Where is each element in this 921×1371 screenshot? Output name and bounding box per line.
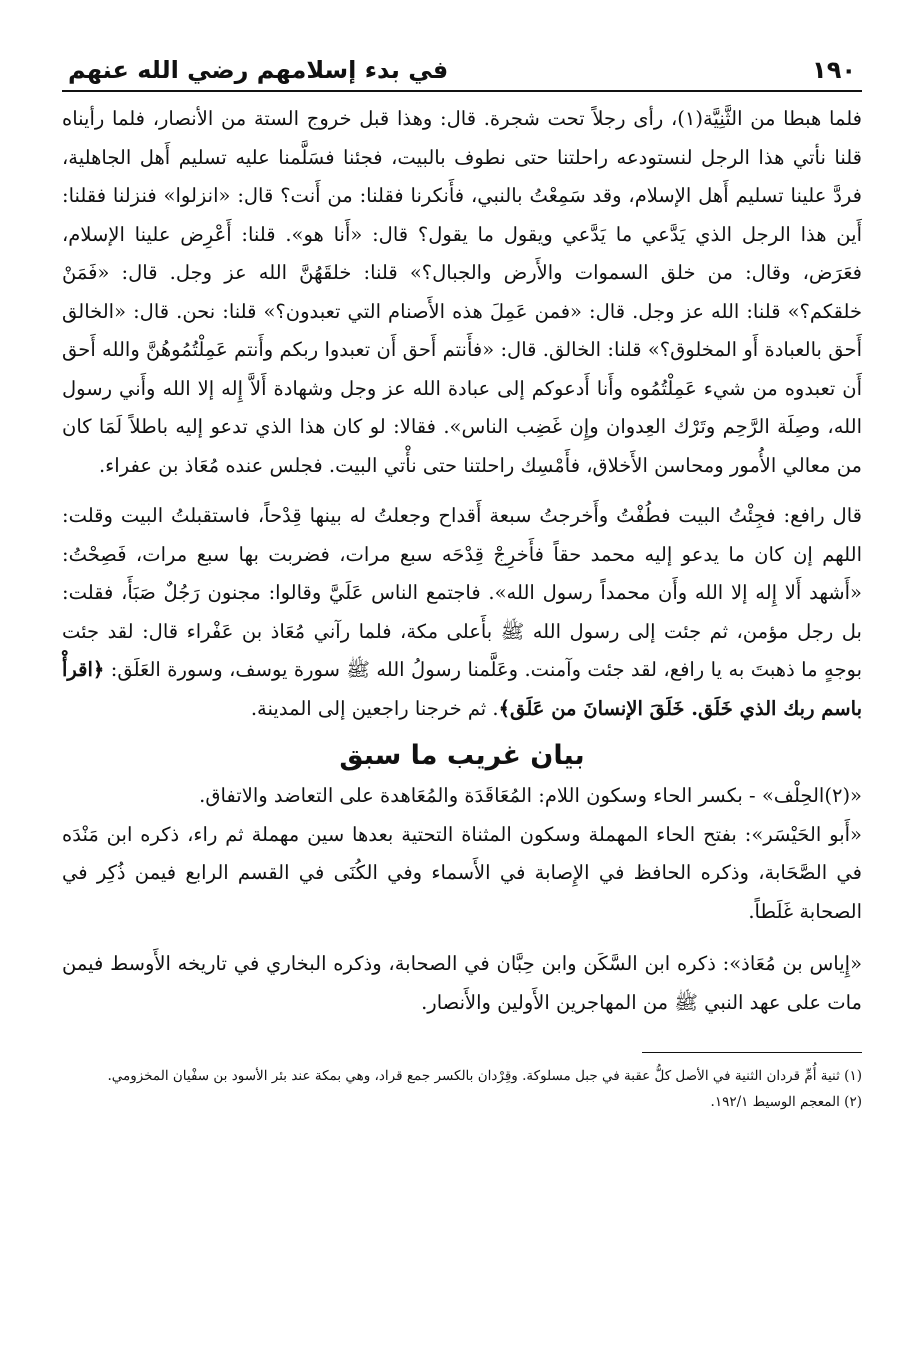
paragraph-2-tail: . ثم خرجنا راجعين إلى المدينة. bbox=[250, 696, 499, 720]
page-number: ١٩٠ bbox=[812, 56, 856, 84]
quran-quote: ﴿اقرأْ باسم ربك الذي خَلَق. خَلَقَ الإنسانَ من عَلَق﴾ bbox=[62, 658, 862, 720]
page-header bbox=[62, 40, 862, 84]
running-title: في بدء إسلامهم رضي الله عنهم bbox=[68, 56, 449, 84]
header-rule bbox=[62, 90, 862, 92]
book-page bbox=[62, 40, 862, 1115]
glossary-entry-iyas: «إِياس بن مُعَاذ»: ذكره ابن السَّكَن وابن حِبَّان في الصحابة، وذكره البخاري في تاريخه الأَوسط فيمن مات على عهد النبي ﷺ من المهاجرين الأَولين والأَنصار. bbox=[62, 952, 862, 1014]
footnote-2: (٢) المعجم الوسيط ١٩٢/١. bbox=[710, 1094, 862, 1110]
glossary-entry-abu-al-haysar: «أَبو الحَيْسَر»: بفتح الحاء المهملة وسكون المثناة التحتية بعدها سين مهملة ثم راء، ذكره ابن مَنْدَه في الصَّحَابة، وذكره الحافظ في الإِصابة في الأَسماء وفي الكُنَى في القسم الرابع فيمن ذُكِر في الصحابة غَلَطاً. bbox=[62, 822, 862, 923]
paragraph-2-text: قال رافع: فجِئْتُ البيت فطُفْتُ وأَخرجتُ سبعة أَقداح وجعلتُ له بينها قِدْحاً، فاستقبلتُ البيت وقلت: اللهم إن كان ما يدعو إليه محمد حقاً فأَخرِجْ قِدْحَه سبع مرات، فضربت بها سبع مرات، فَصِحْتُ: «أَشهد أَلا إِله إلا الله وأَن محمداً رسول الله». فاجتمع الناس عَلَيَّ وقالوا: مجنون رَجُلٌ صَبَأَ، فقلت: بل رجل مؤمن، ثم جئت إلى رسول الله ﷺ بأَعلى مكة، فلما رآني مُعَاذ بن عَفْراء قال: لقد جئت بوجهٍ ما ذهبتَ به يا رافع، لقد جئت وآمنت. وعَلَّمنا رسولُ الله ﷺ سورة يوسف، وسورة العَلَق: bbox=[62, 504, 863, 681]
footnote-rule bbox=[642, 1052, 862, 1053]
body-paragraph-1: فلما هبطا من الثَّنِيَّة(١)، رأى رجلاً تحت شجرة. قال: وهذا قبل خروج الستة من الأنصار، فلما رأيناه قلنا نأتي هذا الرجل لنستودعه راحلتنا حتى نطوف بالبيت، فجئنا فسَلَّمنا عليه تسليم أَهل الجاهلية، فردَّ علينا تسليم أَهل الإسلام، وقد سَمِعْتُ بالنبي، فأَنكرنا فقلنا: من أَنت؟ قال: «انزلوا» فنزلنا فقلنا: أَين هذا الرجل الذي يَدَّعي ما يَدَّعي ويقول ما يقول؟ قال: «أَنا هو». قلنا: أَعْرِض علينا الإسلام، فعَرَض، وقال: من خلق السموات والأَرض والجبال؟» قلنا: خلقَهُنَّ الله عز وجل. قال: «فَمَنْ خلقكم؟» قلنا: الله عز وجل. قال: «فمن عَمِلَ هذه الأَصنام التي تعبدون؟» قلنا: نحن. قال: «الخالق أَحق بالعبادة أَو المخلوق؟» قلنا: الخالق. قال: «فأَنتم أَحق أَن تعبدوا ربكم وأَنتم عَمِلْتُمُوهُنَّ والله أَحق أَن تعبدوه من شيء عَمِلْتُمُوه وأَنا أَدعوكم إلى عبادة الله عز وجل وشهادة أَلاَّ إِله إلا الله وأَني رسول الله، وصِلَة الرَّحِم وتَرْك العِدوان وإِن غَضِب الناس». فقالا: لو كان هذا الذي تدعو إليه باطلاً لَمَا كان من معالي الأُمور ومحاسن الأَخلاق، فأَمْسِك راحلتنا حتى نأْتي البيت. فجلس عنده مُعَاذ بن عفراء. bbox=[62, 107, 862, 477]
footnote-1: (١) ثنية أُمِّ قردان الثنية في الأصل كلُّ عقبة في جبل مسلوكة. وقِرْدان بالكسر جمع قراد، وهي بمكة عند بئر الأسود بن سفْيان المخزومي. bbox=[107, 1068, 862, 1084]
body-paragraph-2 bbox=[62, 497, 862, 728]
glossary-entry-hilf: «(٢)الحِلْف» - بكسر الحاء وسكون اللام: المُعَاقَدَة والمُعَاهدة على التعاضد والاتفاق. bbox=[199, 784, 862, 807]
section-heading: بيان غريب ما سبق bbox=[339, 740, 585, 771]
